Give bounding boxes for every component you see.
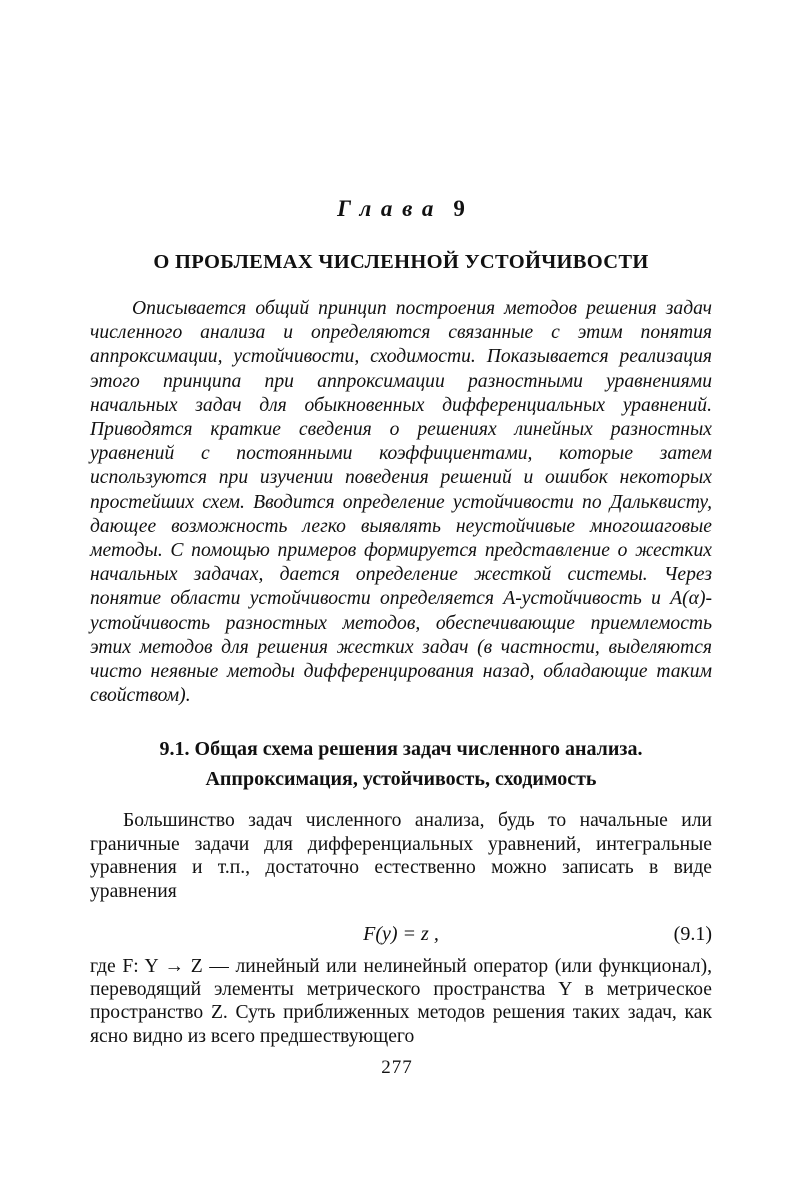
intro-paragraph: Большинство задач численного анализа, будь то начальные или граничные задачи для дифференциальных уравнений, интегральные уравнения и т.п., достаточно естественно можно записать в виде уравнения — [90, 810, 712, 902]
page-number: 277 — [381, 1057, 413, 1078]
section-heading — [90, 734, 712, 794]
section-heading-line2: Аппроксимация, устойчивость, сходимость — [205, 768, 597, 791]
abstract-paragraph: Описывается общий принцип построения методов решения задач численного анализа и определяются связанные с этим понятия аппроксимации, устойчивости, сходимости. Показывается реализация этого принципа при аппроксимации разностными уравнениями начальных задач для обыкновенных дифференциальных уравнений. Приводятся краткие сведения о решениях линейных разностных уравнений с постоянными коэффициентами, которые затем используются при изучении поведения решений и ошибок некоторых простейших схем. Вводится определение устойчивости по Дальквисту, дающее возможность легко выявлять неустойчивые многошаговые методы. С помощью примеров формируется представление о жестких начальных задачах, дается определение жесткой системы. Через понятие области устойчивости определяется A-устойчивость и A(α)-устойчивость разностных методов, обеспечивающие приемлемость этих методов для решения жестких задач (в частности, выделяются чисто неявные методы дифференцирования назад, обладающие таким свойством). — [90, 298, 712, 707]
text-block — [90, 0, 712, 1068]
equation-row — [90, 923, 712, 953]
chapter-heading — [90, 196, 712, 222]
chapter-number: 9 — [453, 196, 465, 221]
page-title: О ПРОБЛЕМАХ ЧИСЛЕННОЙ УСТОЙЧИВОСТИ — [153, 251, 649, 273]
chapter-label: Глава — [337, 196, 444, 221]
equation-number: (9.1) — [673, 922, 712, 945]
section-heading-line1: 9.1. Общая схема решения задач численного анализа. — [159, 738, 643, 761]
body-paragraph: где F: Y → Z — линейный или нелинейный оператор (или функционал), переводящий элементы метрического пространства Y в метрическое пространство Z. Суть приближенных методов решения таких задач, как ясно видно из всего предшествующего — [90, 955, 712, 1047]
equation-expression: F(y) = z , — [363, 922, 439, 945]
